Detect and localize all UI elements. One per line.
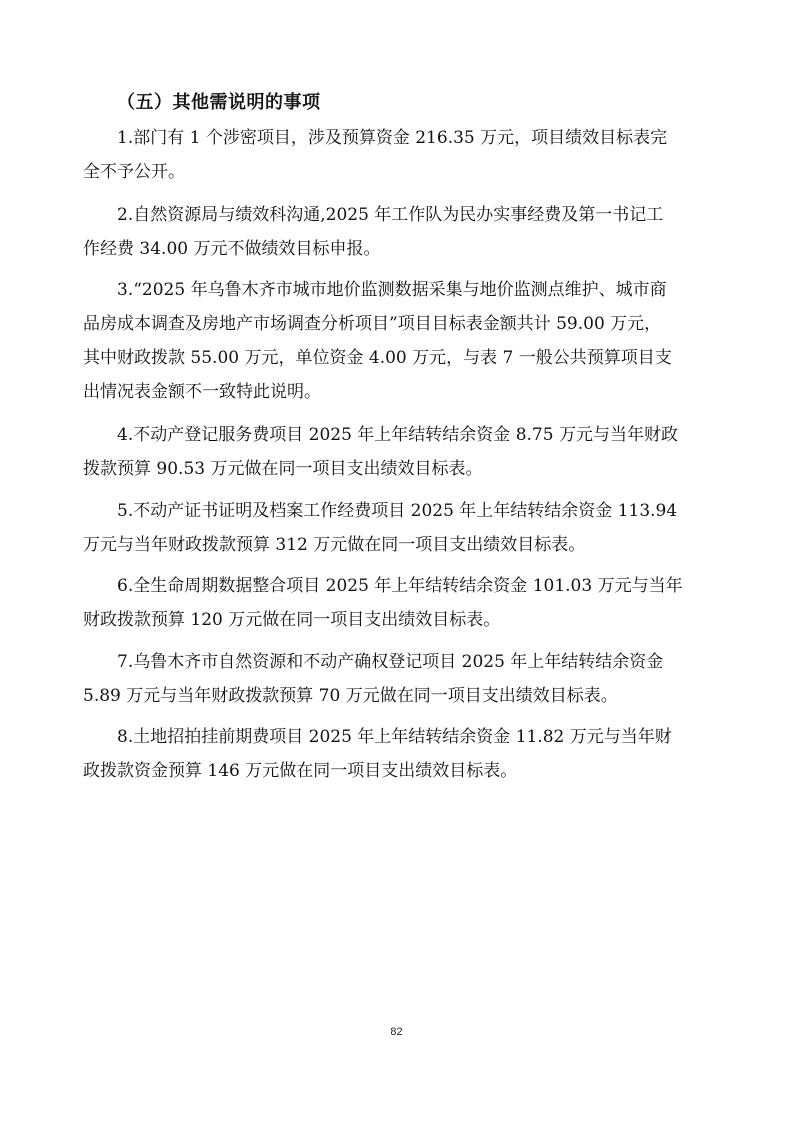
paragraph-line: 万元与当年财政拨款预算 312 万元做在同一项目支出绩效目标表。 bbox=[83, 535, 586, 555]
paragraph-line: 1.部门有 1 个涉密项目，涉及预算资金 216.35 万元，项目绩效目标表完 bbox=[117, 128, 668, 148]
paragraph-line: 6.全生命周期数据整合项目 2025 年上年结转结余资金 101.03 万元与当年 bbox=[117, 576, 683, 596]
paragraph-item-1 bbox=[83, 121, 719, 189]
paragraph-line: 出情况表金额不一致特此说明。 bbox=[83, 382, 321, 402]
section-heading: （五）其他需说明的事项 bbox=[117, 92, 321, 113]
paragraph-line: 7.乌鲁木齐市自然资源和不动产确权登记项目 2025 年上年结转结余资金 bbox=[117, 652, 664, 672]
paragraph-item-3 bbox=[83, 273, 719, 409]
paragraph-line: 3.“2025 年乌鲁木齐市城市地价监测数据采集与地价监测点维护、城市商 bbox=[117, 280, 667, 300]
paragraph-line: 全不予公开。 bbox=[83, 162, 185, 182]
paragraph-line: 政拨款资金预算 146 万元做在同一项目支出绩效目标表。 bbox=[83, 761, 518, 781]
paragraph-item-7 bbox=[83, 645, 719, 713]
paragraph-line: 5.89 万元与当年财政拨款预算 70 万元做在同一项目支出绩效目标表。 bbox=[83, 686, 618, 706]
paragraph-line: 5.不动产证书证明及档案工作经费项目 2025 年上年结转结余资金 113.94 bbox=[117, 501, 678, 521]
paragraph-line: 8.土地招拍挂前期费项目 2025 年上年结转结余资金 11.82 万元与当年财 bbox=[117, 727, 672, 747]
paragraph-item-6 bbox=[83, 569, 719, 637]
paragraph-line: 其中财政拨款 55.00 万元，单位资金 4.00 万元，与表 7 一般公共预算项目支 bbox=[83, 348, 672, 368]
paragraph-line: 2.自然资源局与绩效科沟通,2025 年工作队为民办实事经费及第一书记工 bbox=[117, 205, 664, 225]
paragraph-item-8 bbox=[83, 720, 719, 788]
paragraph-item-2 bbox=[83, 198, 719, 266]
paragraph-item-4 bbox=[83, 418, 719, 486]
paragraph-line: 品房成本调查及房地产市场调查分析项目”项目目标表金额共计 59.00 万元， bbox=[83, 314, 662, 334]
paragraph-line: 4.不动产登记服务费项目 2025 年上年结转结余资金 8.75 万元与当年财政 bbox=[117, 425, 678, 445]
paragraph-line: 财政拨款预算 120 万元做在同一项目支出绩效目标表。 bbox=[83, 610, 501, 630]
paragraph-line: 作经费 34.00 万元不做绩效目标申报。 bbox=[83, 239, 381, 259]
paragraph-line: 拨款预算 90.53 万元做在同一项目支出绩效目标表。 bbox=[83, 459, 483, 479]
page-number: 82 bbox=[390, 1026, 403, 1038]
paragraph-item-5 bbox=[83, 494, 719, 562]
